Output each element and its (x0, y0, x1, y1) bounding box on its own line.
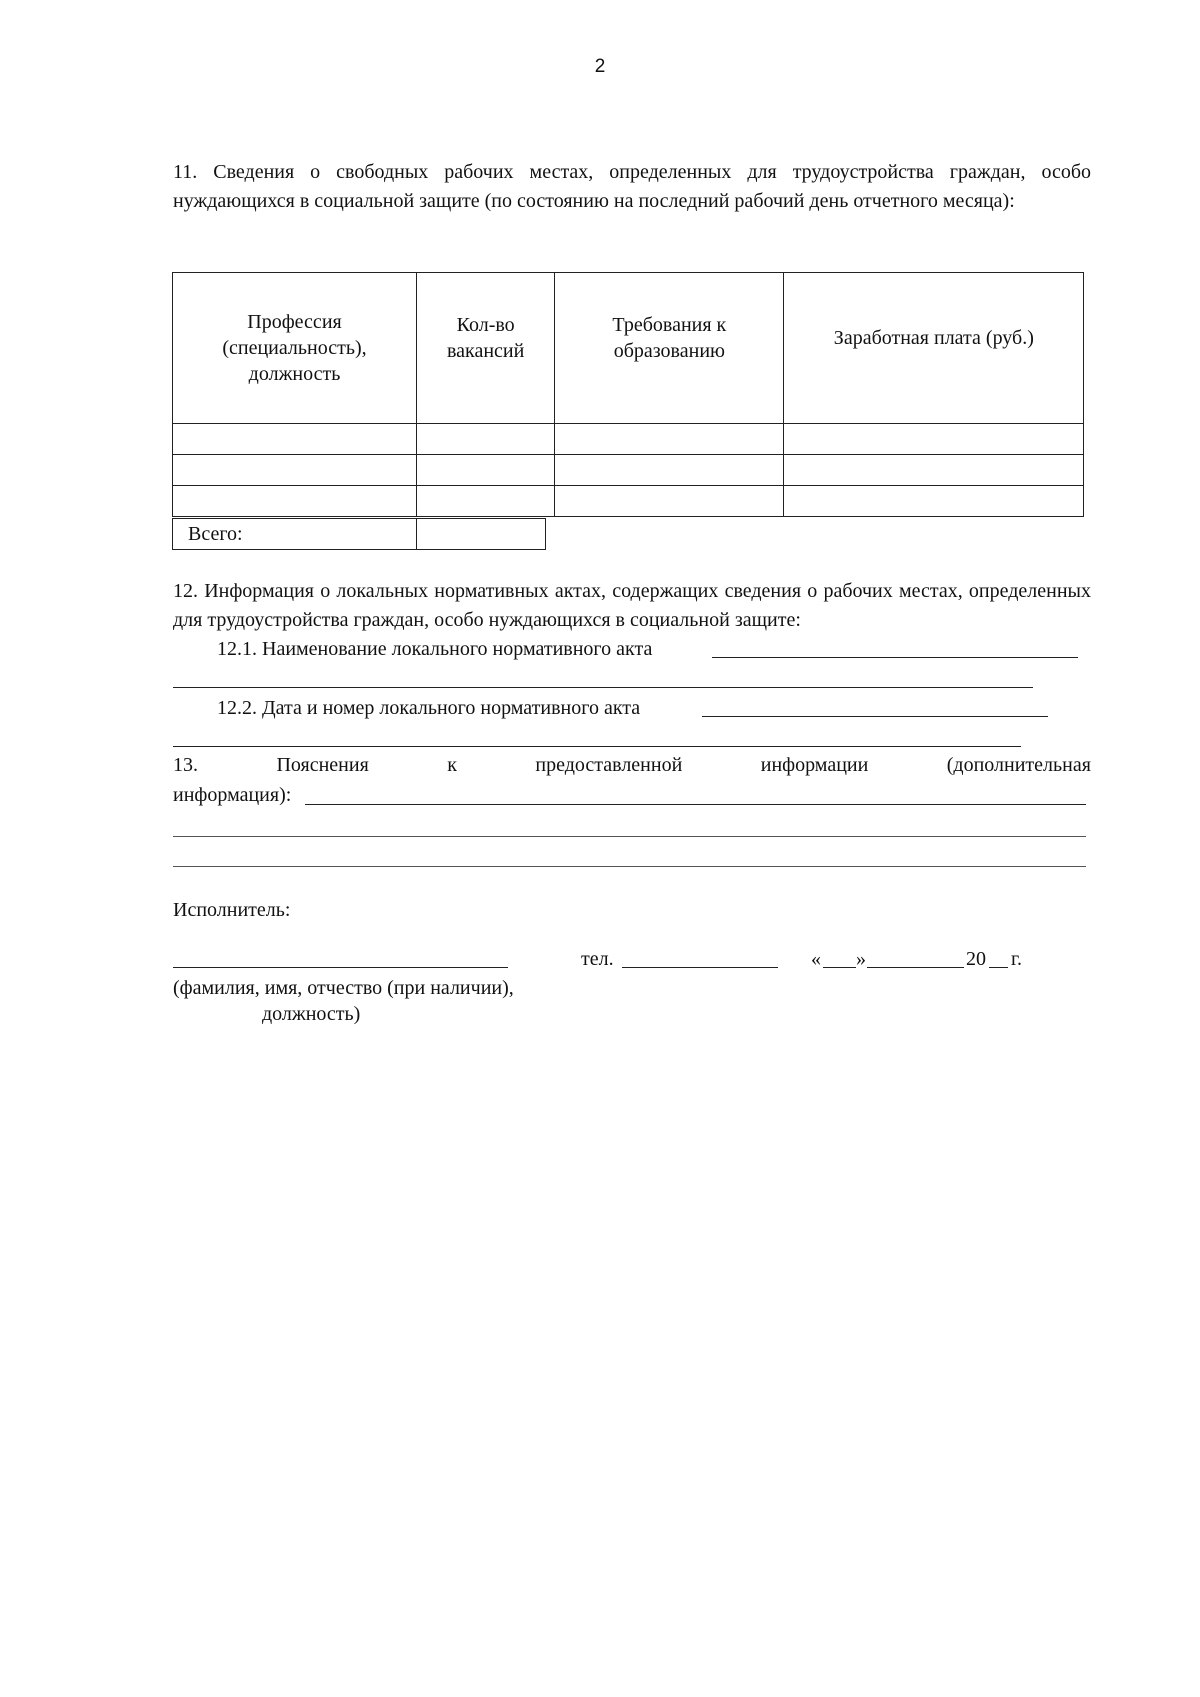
page-number: 2 (594, 56, 606, 77)
vacancy-table (172, 272, 1084, 517)
table-cell[interactable] (555, 424, 784, 455)
year-prefix: 20 (966, 948, 986, 970)
section-13-word: к (447, 754, 457, 776)
section-12-text: 12. Информация о локальных нормативных актах, содержащих сведения о рабочих местах, определенных для трудоустройства граждан, особо нуждающихся в социальной защите: (173, 580, 1091, 631)
act-name-label: 12.1. Наименование локального нормативного акта (217, 638, 653, 660)
table-cell[interactable] (417, 455, 555, 486)
table-row (173, 455, 1084, 486)
date-month-field[interactable] (867, 946, 964, 968)
table-row (173, 424, 1084, 455)
act-date-number-label: 12.2. Дата и номер локального нормативного акта (217, 697, 641, 719)
table-header-row (173, 273, 1084, 424)
total-row (173, 519, 546, 550)
executor-caption-line2: должность) (262, 1003, 361, 1025)
date-open-quote: « (811, 948, 821, 970)
act-date-number-field-continuation[interactable] (173, 729, 1021, 747)
comments-field[interactable] (305, 783, 1086, 805)
act-date-number-field[interactable] (702, 696, 1048, 717)
header-vacancies: Кол-во вакансий (417, 273, 555, 424)
total-table (172, 518, 546, 550)
table-cell[interactable] (417, 424, 555, 455)
executor-caption-line1: (фамилия, имя, отчество (при наличии), (173, 977, 514, 999)
section-13-word: Пояснения (276, 754, 369, 776)
section-13-word: информации (760, 754, 869, 776)
executor-label: Исполнитель: (173, 899, 291, 921)
header-education: Требования к образованию (555, 273, 784, 424)
table-cell[interactable] (784, 455, 1084, 486)
section-13-second-line: информация): (173, 784, 292, 806)
section-13-word: (дополнительная (946, 754, 1091, 776)
table-cell[interactable] (555, 486, 784, 517)
phone-label: тел. (581, 948, 614, 970)
comments-field-line-3[interactable] (173, 845, 1086, 867)
executor-name-field[interactable] (173, 946, 508, 968)
act-name-field[interactable] (712, 637, 1078, 658)
header-profession: Профессия (специальность), должность (173, 273, 417, 424)
phone-field[interactable] (622, 946, 778, 968)
total-value-cell[interactable] (417, 519, 546, 550)
table-cell[interactable] (417, 486, 555, 517)
act-name-field-continuation[interactable] (173, 670, 1033, 688)
table-cell[interactable] (173, 455, 417, 486)
table-cell[interactable] (784, 424, 1084, 455)
table-cell[interactable] (555, 455, 784, 486)
total-label: Всего: (173, 519, 417, 550)
table-cell[interactable] (784, 486, 1084, 517)
table-cell[interactable] (173, 424, 417, 455)
date-year-field[interactable] (989, 946, 1008, 968)
table-cell[interactable] (173, 486, 417, 517)
header-salary: Заработная плата (руб.) (784, 273, 1084, 424)
section-13-word: предоставленной (535, 754, 683, 776)
year-suffix: г. (1011, 948, 1022, 970)
table-row (173, 486, 1084, 517)
section-13-heading (173, 751, 1091, 780)
comments-field-line-2[interactable] (173, 815, 1086, 837)
date-close-quote: » (856, 948, 866, 970)
section-13-word: 13. (173, 754, 198, 776)
section-11-text: 11. Сведения о свободных рабочих местах, определенных для трудоустройства граждан, особо нуждающихся в социальной защите (по состоянию на последний рабочий день отчетного месяца): (173, 161, 1091, 212)
date-day-field[interactable] (823, 946, 856, 968)
